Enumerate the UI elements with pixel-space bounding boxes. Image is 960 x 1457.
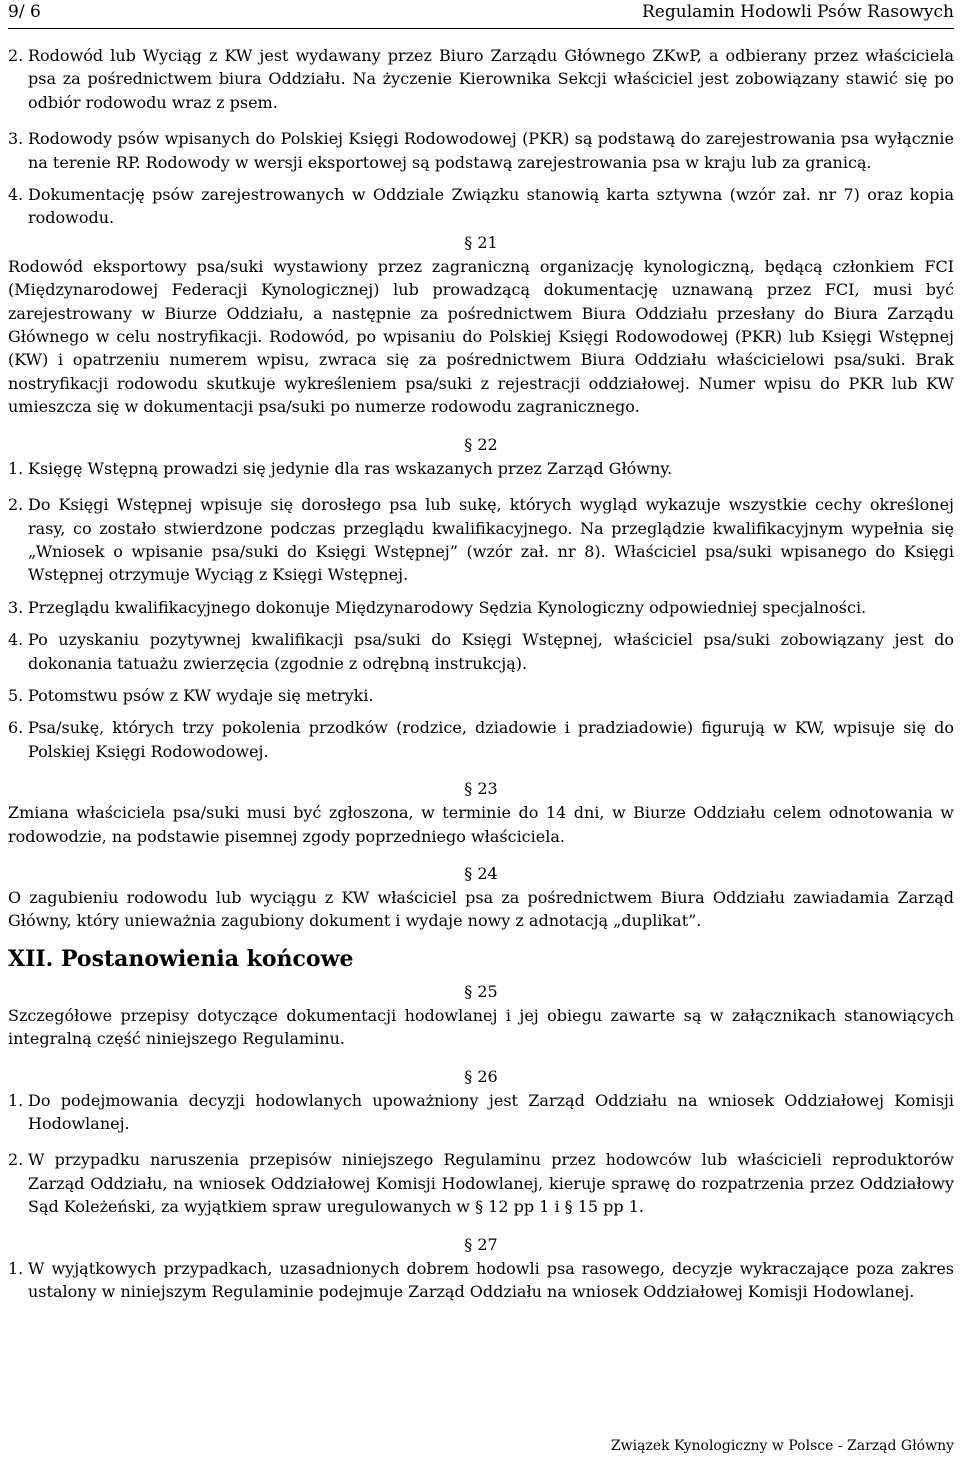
item-number: 4. — [8, 630, 24, 650]
paragraph: O zagubieniu rodowodu lub wyciągu z KW właściciel psa za pośrednictwem Biura Oddziału zawiadamia Zarząd Główny, który unieważnia zagubiony dokument i wydaje nowy z adnotacją „duplikat”. — [8, 887, 954, 931]
document-title: Regulamin Hodowli Psów Rasowych — [642, 2, 954, 22]
section-heading: § 25 — [464, 981, 498, 1001]
item-number: 2. — [8, 1150, 24, 1170]
item-text: Rodowód lub Wyciąg z KW jest wydawany przez Biuro Zarządu Głównego ZKwP, a odbierany przez właściciela psa za pośrednictwem biura Oddziału. Na życzenie Kierownika Sekcji właściciel jest zobowiązany stawić się po odbiór rodowodu wraz z psem. — [28, 46, 954, 112]
list-item — [8, 44, 954, 114]
item-text: Do Księgi Wstępnej wpisuje się dorosłego psa lub sukę, których wygląd wykazuje wszystkie cechy określonej rasy, co zostało stwierdzone podczas przeglądu kwalifikacyjnego. Na przeglądzie kwalifikacyjnym wypełnia się „Wniosek o wpisanie psa/suki do Księgi Wstępnej” (wzór zał. nr 8). Właściciel psa/suki wpisanego do Księgi Wstępnej otrzymuje Wyciąg z Księgi Wstępnej. — [28, 495, 954, 585]
item-number: 6. — [8, 718, 24, 738]
item-number: 2. — [8, 495, 24, 515]
list-item — [8, 1148, 954, 1218]
page-header — [8, 0, 954, 30]
item-number: 3. — [8, 129, 24, 149]
item-text: Dokumentację psów zarejestrowanych w Oddziale Związku stanowią karta sztywna (wzór zał. nr 7) oraz kopia rodowodu. — [28, 185, 954, 228]
item-number: 1. — [8, 1090, 24, 1110]
item-number: 4. — [8, 185, 24, 205]
list-item — [8, 716, 954, 763]
item-text: Potomstwu psów z KW wydaje się metryki. — [28, 685, 374, 705]
paragraph: Rodowód eksportowy psa/suki wystawiony przez zagraniczną organizację kynologiczną, będącą członkiem FCI (Międzynarodowej Federacji Kynologicznej) lub prowadzącą dokumentację uznawaną przez FCI, musi być zarejestrowany w Biurze Oddziału, a następnie za pośrednictwem Biura Oddziału przesłany do Biura Zarządu Głównego w celu nostryfikacji. Rodowód, po wpisaniu do Polskiej Księgi Rodowodowej (PKR) lub Księgi Wstępnej (KW) i opatrzeniu numerem wpisu, zwraca się za pośrednictwem Biura Oddziału właścicielowi psa/suki. Brak nostryfikacji rodowodu skutkuje wykreśleniem psa/suki z rejestracji oddziałowej. Numer wpisu do PKR lub KW umieszcza się w dokumentacji psa/suki po numerze rodowodu zagranicznego. — [8, 256, 954, 417]
item-text: W przypadku naruszenia przepisów niniejszego Regulaminu przez hodowców lub właścicieli reproduktorów Zarząd Oddziału, na wniosek Oddziałowej Komisji Hodowlanej, kieruje sprawę do rozpatrzenia przez Oddziałowy Sąd Koleżeński, za wyjątkiem spraw uregulowanych w § 12 pp 1 i § 15 pp 1. — [28, 1150, 954, 1217]
list-item — [8, 596, 954, 619]
chapter-heading: XII. Postanowienia końcowe — [8, 945, 354, 972]
item-text: Przeglądu kwalifikacyjnego dokonuje Międzynarodowy Sędzia Kynologiczny odpowiedniej specjalności. — [28, 597, 867, 617]
document-page — [8, 0, 954, 1302]
section-heading: § 24 — [464, 863, 498, 883]
page-footer: Związek Kynologiczny w Polsce - Zarząd Główny — [610, 1438, 954, 1454]
section-heading: § 23 — [464, 779, 498, 799]
section-heading: § 22 — [464, 434, 498, 454]
list-item — [8, 684, 954, 707]
paragraph: Szczegółowe przepisy dotyczące dokumentacji hodowlanej i jej obiegu zawarte są w załącznikach stanowiących integralną część niniejszego Regulaminu. — [8, 1005, 954, 1049]
list-item — [8, 493, 954, 587]
list-item — [8, 183, 954, 230]
item-text: Rodowody psów wpisanych do Polskiej Księgi Rodowodowej (PKR) są podstawą do zarejestrowania psa wyłącznie na terenie RP. Rodowody w wersji eksportowej są podstawą zarejestrowania psa w kraju lub za granicą. — [28, 129, 954, 172]
list-item — [8, 628, 954, 675]
item-number: 1. — [8, 458, 24, 478]
item-text: Psa/sukę, których trzy pokolenia przodków (rodzice, dziadowie i pradziadowie) figurują w KW, wpisuje się do Polskiej Księgi Rodowodowej. — [28, 718, 954, 761]
item-text: Do podejmowania decyzji hodowlanych upoważniony jest Zarząd Oddziału na wniosek Oddziałowej Komisji Hodowlanej. — [28, 1090, 954, 1133]
list-item — [8, 1257, 954, 1304]
section-heading: § 27 — [464, 1234, 498, 1254]
list-item — [8, 457, 954, 480]
paragraph: Zmiana właściciela psa/suki musi być zgłoszona, w terminie do 14 dni, w Biurze Oddziału celem odnotowania w rodowodzie, na podstawie pisemnej zgody poprzedniego właściciela. — [8, 803, 954, 846]
item-text: Po uzyskaniu pozytywnej kwalifikacji psa/suki do Księgi Wstępnej, właściciel psa/suki zobowiązany jest do dokonania tatuażu zwierzęcia (zgodnie z odrębną instrukcją). — [28, 630, 954, 673]
section-heading: § 21 — [464, 232, 498, 252]
item-number: 2. — [8, 46, 24, 65]
header-rule — [8, 28, 954, 29]
section-heading: § 26 — [464, 1066, 498, 1086]
item-text: W wyjątkowych przypadkach, uzasadnionych dobrem hodowli psa rasowego, decyzje wykraczające poza zakres ustalony w niniejszym Regulaminie podejmuje Zarząd Oddziału na wniosek Oddziałowej Komisji Hodowlanej. — [28, 1258, 954, 1302]
page-number: 9/ 6 — [8, 2, 41, 22]
list-item — [8, 127, 954, 174]
list-item — [8, 1089, 954, 1136]
item-number: 1. — [8, 1258, 24, 1278]
item-text: Księgę Wstępną prowadzi się jedynie dla ras wskazanych przez Zarząd Główny. — [28, 458, 673, 478]
item-number: 3. — [8, 597, 24, 617]
document-body — [8, 44, 954, 1303]
item-number: 5. — [8, 685, 24, 705]
